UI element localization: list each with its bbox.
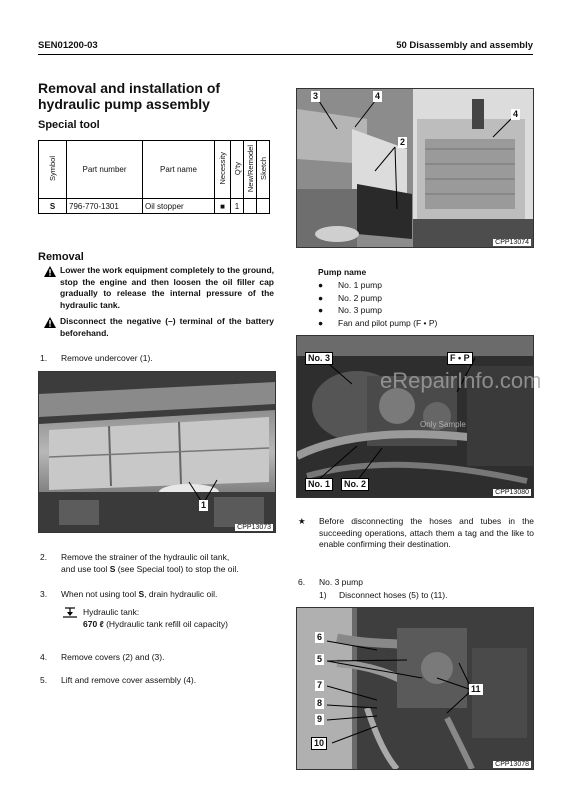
note: ★ Before disconnecting the hoses and tubes in the succeeding operations, attach them a tag and the like to enable confirming their destination. [298,516,534,549]
cell-part-number: 796-770-1301 [67,199,143,214]
header-rule [38,54,533,55]
warning-1: Lower the work equipment completely to the ground, stop the engine and then loosen the oil filler cap gradually to release the internal pressure of the hydraulic tank. [44,265,274,311]
list-item: ● No. 3 pump [318,305,382,315]
warning-2: Disconnect the negative (–) terminal of the battery beforehand. [44,316,274,339]
label-2: 2 [400,137,406,147]
label-no2: No. 2 [341,478,369,491]
label-1: 1 [201,500,207,510]
doc-code: SEN01200-03 [38,40,98,51]
cell-part-name: Oil stopper [143,199,215,214]
pump-name-heading: Pump name [318,267,367,277]
special-tool-table [38,140,270,214]
tank-label: Hydraulic tank: [83,607,140,617]
label-6: 6 [317,632,323,642]
figure-caption: CPP13073 [237,524,271,531]
label-8: 8 [317,698,323,708]
step-1: 1. Remove undercover (1). [40,353,153,363]
cell-symbol: S [39,199,67,214]
step-4: 4. Remove covers (2) and (3). [40,652,165,662]
step-6: 6. No. 3 pump [298,577,363,587]
list-item: ● No. 1 pump [318,280,382,290]
watermark-sub: Only Sample [420,420,466,429]
warning-icon [44,266,56,277]
col-necessity: Necessity [215,141,231,199]
label-11: 11 [471,684,481,694]
figure-hoses-photo [296,607,534,770]
special-tool-heading: Special tool [38,119,100,131]
tank-capacity: Hydraulic tank: 670 ℓ (Hydraulic tank refill oil capacity) [62,607,292,630]
label-9: 9 [317,714,323,724]
step-5: 5. Lift and remove cover assembly (4). [40,675,197,685]
title-line-2: hydraulic pump assembly [38,96,210,112]
figure-caption: CPP13074 [495,239,529,246]
figure-caption: CPP13078 [495,761,529,768]
label-fp: F • P [447,352,473,365]
col-part-number: Part number [67,141,143,199]
pump-name-list [318,279,437,329]
label-no1: No. 1 [305,478,333,491]
figure-undercover-photo [38,371,276,533]
oil-tank-icon [62,606,78,618]
label-3: 3 [313,91,319,101]
title-line-1: Removal and installation of [38,80,221,96]
col-qty: Q'ty [231,141,244,199]
cell-sketch [257,199,270,214]
label-no3: No. 3 [305,352,333,365]
star-icon: ★ [298,516,306,526]
figure-caption: CPP13080 [495,489,529,496]
step-6-1: 1) Disconnect hoses (5) to (11). [319,590,448,600]
label-5: 5 [317,654,323,664]
label-10: 10 [311,737,327,750]
col-sketch: Sketch [257,141,270,199]
col-part-name: Part name [143,141,215,199]
removal-heading: Removal [38,251,84,263]
warning-icon [44,317,56,328]
list-item: ● Fan and pilot pump (F • P) [318,317,438,328]
col-new-remodel: New/Remodel [244,141,257,199]
step-2: 2. Remove the strainer of the hydraulic oil tank, and use tool S (see Special tool) to stop the oil. [40,552,239,574]
label-4-right: 4 [513,109,519,119]
figure-pumps-photo [296,335,534,498]
col-symbol: Symbol [39,141,67,199]
section-title: 50 Disassembly and assembly [396,40,533,51]
figure-covers-photo [296,88,534,248]
cell-necessity: ■ [215,199,231,214]
label-7: 7 [317,680,323,690]
cell-new-remodel [244,199,257,214]
list-item: ● No. 2 pump [318,292,382,303]
cell-qty: 1 [231,199,244,214]
step-3: 3. When not using tool S, drain hydraulic oil. [40,589,218,599]
label-4: 4 [375,91,381,101]
page-title [38,80,220,112]
watermark: eRepairInfo.com [380,368,542,393]
